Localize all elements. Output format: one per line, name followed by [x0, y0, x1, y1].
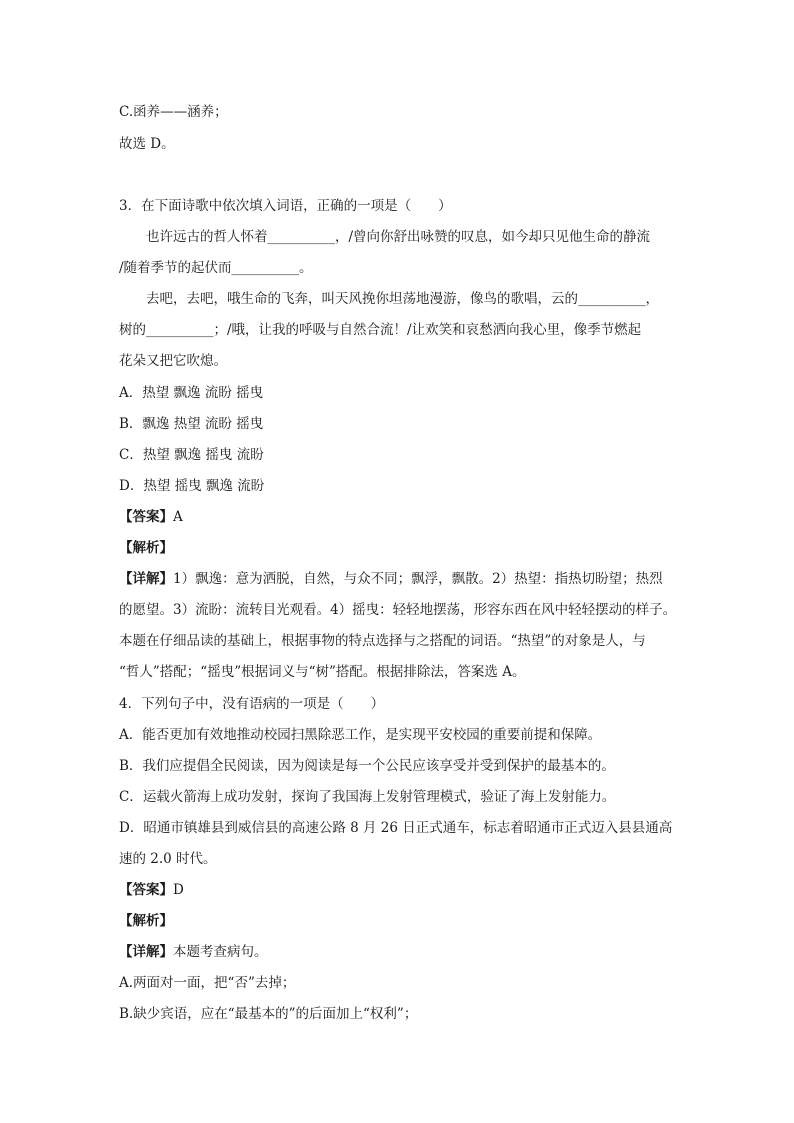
analysis-line: [119, 538, 173, 558]
detail-text: 1）飘逸：意为洒脱，自然，与众不同；飘浮，飘散。2）热望：指热切盼望；热烈: [173, 571, 663, 587]
detail-text: 本题考查病句。: [173, 944, 268, 960]
option-b: B．飘逸 热望 流盼 摇曳: [119, 416, 264, 432]
answer-line: [119, 880, 184, 900]
question-3-stem: 3．在下面诗歌中依次填入词语，正确的一项是（ ）: [119, 198, 452, 214]
answer-line: [119, 507, 183, 527]
text-line: 本题在仔细品读的基础上，根据事物的特点选择与之搭配的词语。“热望”的对象是人，与: [119, 633, 646, 649]
text-line: 的愿望。3）流盼：流转目光观看。4）摇曳：轻轻地摆荡，形容东西在风中轻轻摆动的样子。: [119, 602, 677, 618]
option-d: D．昭通市镇雄县到威信县的高速公路 8 月 26 日正式通车，标志着昭通市正式迈入县县通高: [119, 820, 673, 836]
text-line: “哲人”搭配；“摇曳”根据词义与“树”搭配。根据排除法，答案选 A。: [119, 664, 526, 680]
option-b: B．我们应提倡全民阅读，因为阅读是每一个公民应该享受并受到保护的最基本的。: [119, 758, 615, 774]
poem-line: 也许远古的哲人怀着__________，/曾向你舒出咏赞的叹息，如今却只见他生命的静流: [146, 229, 651, 245]
poem-line: 去吧，去吧，哦生命的飞奔，叫天风挽你坦荡地漫游，像鸟的歌唱，云的__________，: [146, 291, 659, 307]
answer-tag: 【答案】: [119, 882, 173, 898]
analysis-line: [119, 911, 173, 931]
detail-tag: 【详解】: [119, 571, 173, 587]
text-line: C.函养——涵养；: [119, 104, 228, 120]
detail-line: [119, 942, 268, 962]
analysis-tag: 【解析】: [119, 540, 173, 556]
analysis-tag: 【解析】: [119, 913, 173, 929]
answer-value: D: [173, 882, 184, 898]
question-4-stem: 4．下列句子中，没有语病的一项是（ ）: [119, 696, 385, 712]
option-a: A．能否更加有效地推动校园扫黑除恶工作，是实现平安校园的重要前提和保障。: [119, 727, 602, 743]
detail-line: [119, 569, 663, 589]
detail-tag: 【详解】: [119, 944, 173, 960]
option-c: C．热望 飘逸 摇曳 流盼: [119, 447, 264, 463]
poem-line: 树的__________；/哦，让我的呼吸与自然合流！/让欢笑和哀愁洒向我心里，像季节燃起: [119, 322, 642, 338]
option-d: D．热望 摇曳 飘逸 流盼: [119, 478, 265, 494]
text-line: A.两面对一面，把“否”去掉；: [119, 975, 296, 991]
text-line: B.缺少宾语，应在“最基本的”的后面加上“权利”；: [119, 1006, 418, 1022]
option-c: C．运载火箭海上成功发射，探询了我国海上发射管理模式，验证了海上发射能力。: [119, 789, 616, 805]
option-a: A．热望 飘逸 流盼 摇曳: [119, 385, 264, 401]
text-line: 故选 D。: [119, 136, 175, 152]
poem-line: 花朵又把它吹熄。: [119, 353, 227, 369]
answer-tag: 【答案】: [119, 509, 173, 525]
text-line: 速的 2.0 时代。: [119, 851, 217, 867]
poem-line: /随着季节的起伏而__________。: [119, 260, 313, 276]
answer-value: A: [173, 509, 183, 525]
